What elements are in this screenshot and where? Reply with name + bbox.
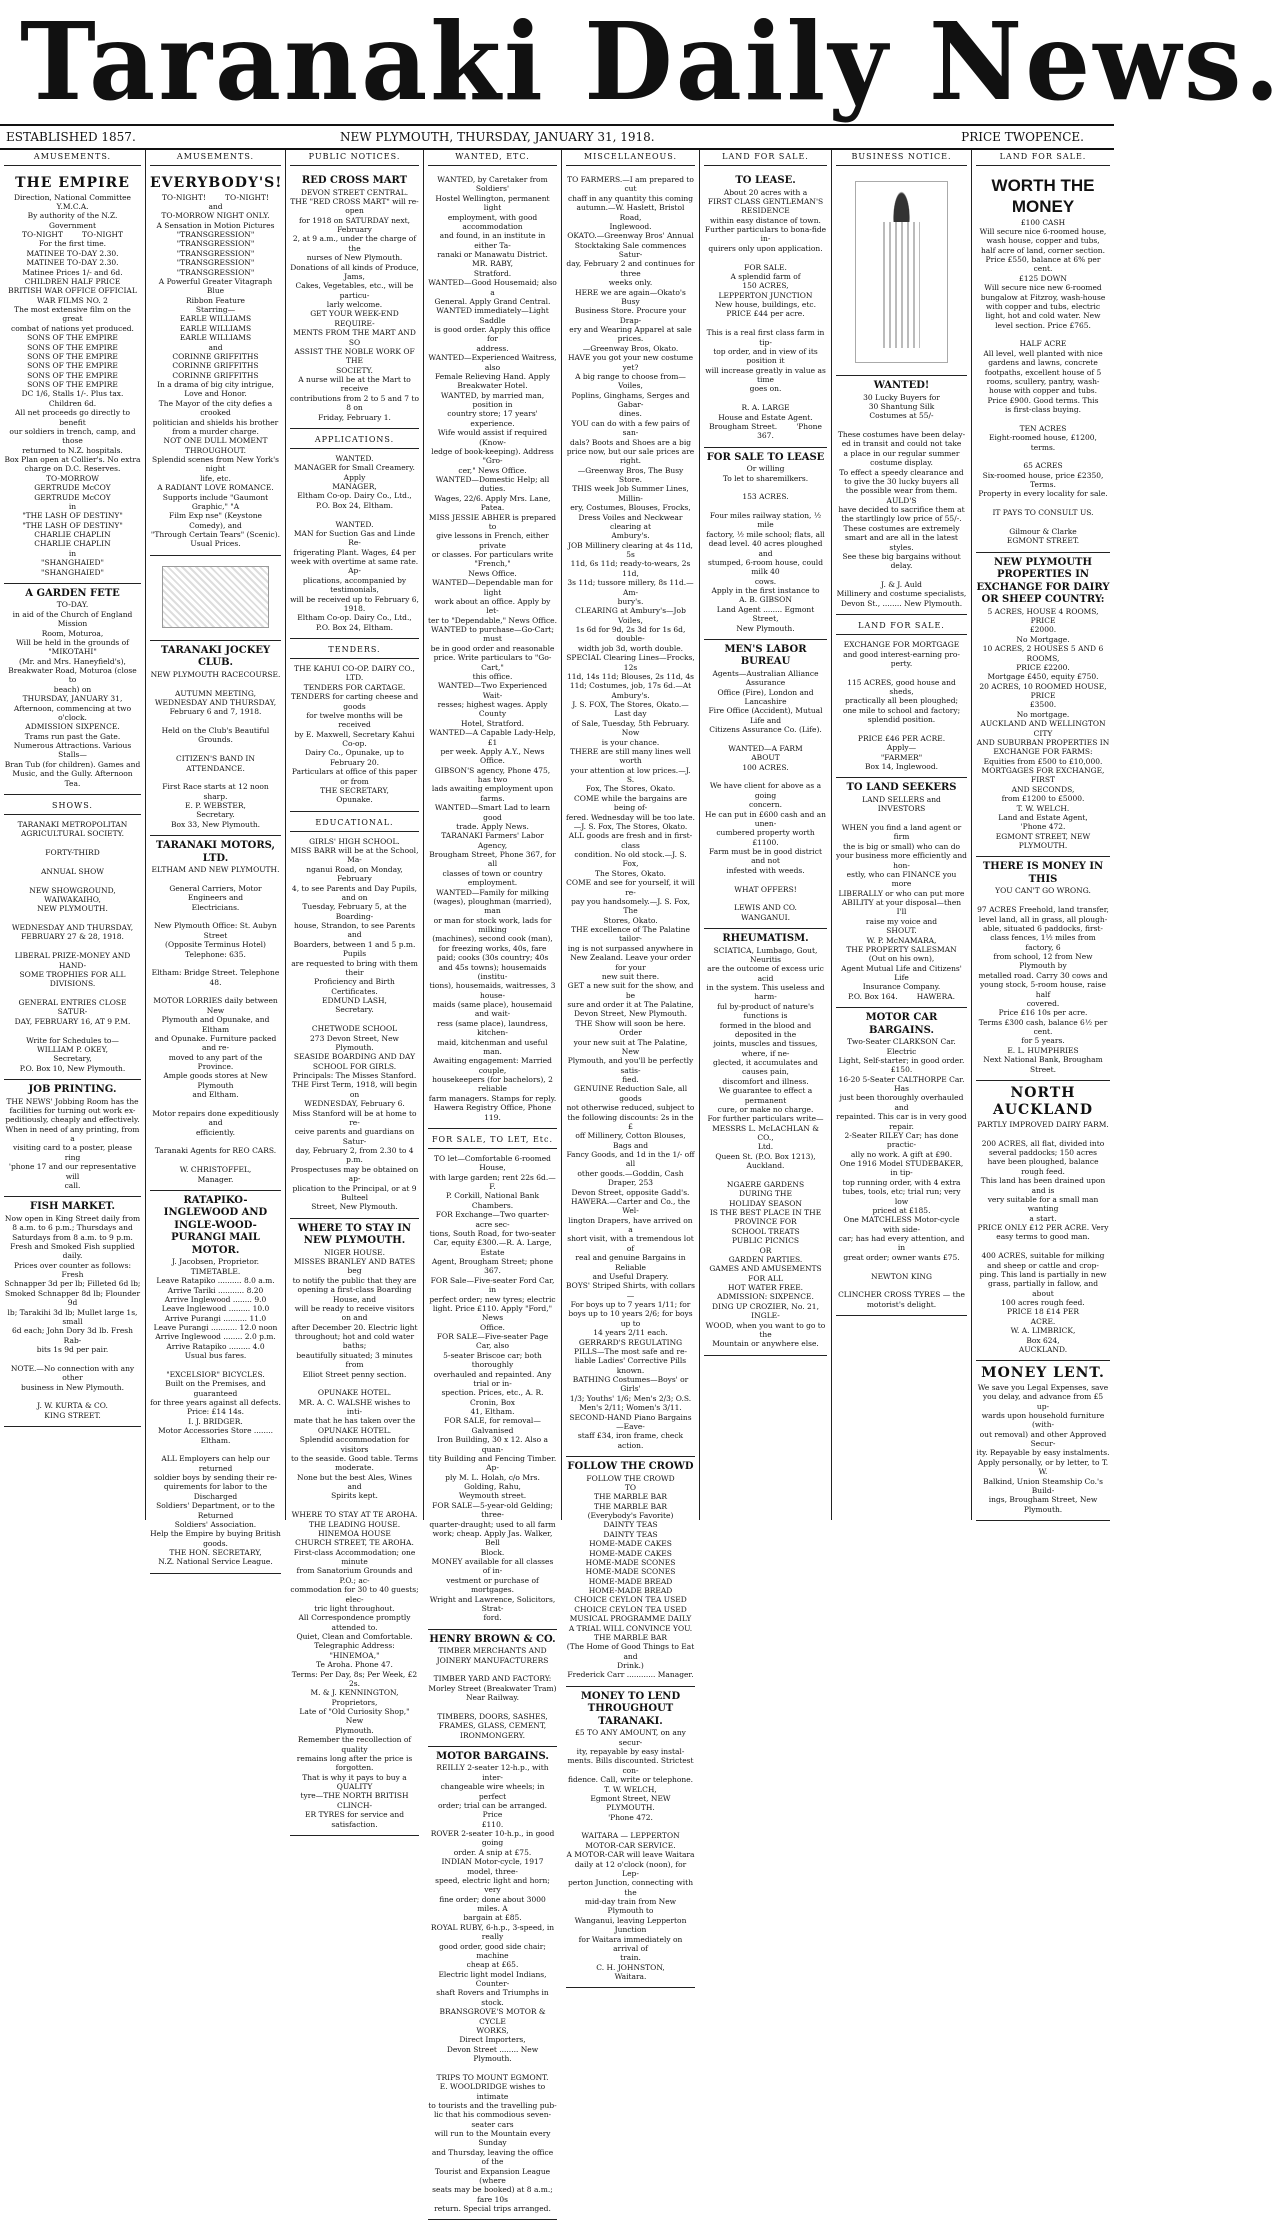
advertisement-body: About 20 acres with a FIRST CLASS GENTLEMAN'S RESIDENCE within easy distance of town. Further particulars to bona-fide in- quirers only upon application. FOR SALE. A splendid farm of 150 ACRES, LEPPERTON JUNCTION New house, buildings, etc. PRICE £44 per acre. This is a real first class farm in tip- top order, and in view of its position it will increase greatly in value as time goes on. R. A. LARGE House and Estate Agent. Brougham Street. 'Phone 367. (704, 187, 827, 441)
advertisement-title: TENDERS. (290, 643, 419, 659)
advertisement (4, 171, 141, 584)
advertisement (976, 1081, 1110, 1361)
advertisement-body: TO FARMERS.—I am prepared to cut chaff in any quantity this coming autumn.—W. Haslett, Bristol Road, Inglewood. OKATO.—Greenway Bros' Annual Stocktaking Sale commences Satur- day, February 2 and continues for three weeks only. HERE we are again—Okato's Busy Business Store. Procure your Drap- ery and Wearing Apparel at sale prices. —Greenway Bros, Okato. HAVE you got your new costume yet? A big range to choose from—Voiles, Poplins, Ginghams, Serges and Gabar- dines. YOU can do with a few pairs of san- dals? Boots and Shoes are a big price now, but our sale prices are right. —Greenway Bros, The Busy Store. THIS week Job Summer Lines, Millin- ery, Costumes, Blouses, Frocks, Dress Voiles and Neckwear clearing at Ambury's. JOB Millinery clearing at 4s 11d, 5s 11d, 6s 11d; ready-to-wears, 2s 11d, 3s 11d; tussore millery, 8s 11d.—Am- bury's. CLEARING at Ambury's—Job Voiles, 1s 6d for 9d, 2s 3d for 1s 6d, double- width job 3d, worth double. SPECIAL Clearing Lines—Frocks, 12s 11d, 14s 11d; Blouses, 2s 11d, 4s 11d; Costumes, job, 17s 6d.—At Ambury's. J. S. FOX, The Stores, Okato.—Last day of Sale, Tuesday, 5th February. Now is your chance. THERE are still many lines well worth your attention at low prices.—J. S. Fox, The Stores, Okato. COME while the bargains are being of- fered. Wednesday will be too late. —J. S. Fox, The Stores, Okato. ALL goods are fresh and in first-class condition. No old stock.—J. S. Fox, The Stores, Okato. COME and see for yourself, it will re- pay you handsomely.—J. S. Fox, The Stores, Okato. THE excellence of The Palatine tailor- ing is not surpassed anywhere in New Zealand. Leave your order for your new suit there. GET a new suit for the show, and be sure and order it at The Palatine, Devon Street, New Plymouth. THE Show will soon be here. Order your new suit at The Palatine, New Plymouth, and you'll be perfectly satis- fied. GENUINE Reduction Sale, all goods not otherwise reduced, subject to the following discounts: 2s in the £ off Millinery, Cotton Blouses, Bags and Fancy Goods, and 1d in the 1/- off all other goods.—Goddin, Cash Draper, 253 Devon Street, opposite Gadd's. HAWERA.—Carter and Co., the Wel- lington Drapers, have arrived on a short visit, with a tremendous lot of real and genuine Bargains in Reliable and Useful Drapery. BOYS' Striped Shirts, with collars— For boys up to 7 years 1/11; for boys up to 10 years 2/6; for boys up to 14 years 2/11 each. GERRARD'S REGULATING PILLS—The most safe and re- liable Ladies' Corrective Pills known. BATHING Costumes—Boys' or Girls' 1/3; Youths' 1/6; Men's 2/3; O.S. Men's 2/11; Women's 3/11. SECOND-HAND Piano Bargains—Eave- staff £34, iron frame, check action. (566, 175, 695, 1450)
advertisement-title: FOR SALE, TO LET, Etc. (428, 1133, 557, 1149)
advertisement-title: MONEY TO LEND THROUGHOUT TARANAKI. (580, 1690, 681, 1727)
advertisement (704, 171, 827, 448)
advertisement-title: MEN'S LABOR BUREAU (724, 643, 807, 668)
column-heading: AMUSEMENTS. (4, 150, 141, 166)
advertisement-title: WHERE TO STAY IN NEW PLYMOUTH. (297, 1222, 412, 1247)
advertisement (150, 171, 281, 556)
advertisement-title: EVERYBODY'S! (150, 175, 283, 191)
advertisement-body: Or willing To let to sharemilkers. 153 ACRES. Four miles railway station, ½ mile factory, ½ mile school; flats, all dead level. 40 acres ploughed and stumped, 6-room house, could milk 40 cows. Apply in the first instance to A. B. GIBSON Land Agent ........ Egmont Street, New Plymouth. (706, 464, 825, 633)
column-6 (700, 150, 832, 1520)
advertisement (976, 1361, 1110, 1521)
column-3 (286, 150, 424, 1829)
advertisement-body: Direction, National Committee Y.M.C.A. By authority of the N.Z. Government TO-NIGHT TO-NIGHT For the first time. MATINEE TO-DAY 2.30. MATINEE TO-DAY 2.30. Matinee Prices 1/- and 6d. CHILDREN HALF PRICE BRITISH WAR OFFICE OFFICIAL WAR FILMS NO. 2 The most extensive film on the great combat of nations yet produced. SONS OF THE EMPIRE SONS OF THE EMPIRE SONS OF THE EMPIRE SONS OF THE EMPIRE SONS OF THE EMPIRE SONS OF THE EMPIRE DC 1/6, Stalls 1/-. Plus tax. Children 6d. All net proceeds go directly to benefit our soldiers in trench, camp, and those returned to N.Z. hospitals. Box Plan open at Collier's. No extra charge on D.C. Reserves. TO-MORROW GERTRUDE McCOY GERTRUDE McCOY in "THE LASH OF DESTINY" "THE LASH OF DESTINY" CHARLIE CHAPLIN CHARLIE CHAPLIN in "SHANGHAIED" "SHANGHAIED" (4, 192, 141, 577)
advertisement-body: TARANAKI METROPOLITAN AGRICULTURAL SOCIETY. FORTY-THIRD ANNUAL SHOW NEW SHOWGROUND, WAIWAKAIHO, NEW PLYMOUTH. WEDNESDAY AND THURSDAY, FEBRUARY 27 & 28, 1918. LIBERAL PRIZE-MONEY AND HAND- SOME TROPHIES FOR ALL DIVISIONS. GENERAL ENTRIES CLOSE SATUR- DAY, FEBRUARY 16, AT 9 P.M. Write for Schedules to— WILLIAM P. OKEY, Secretary, P.O. Box 10, New Plymouth. (11, 819, 134, 1073)
advertisement-title: FOR SALE TO LEASE (706, 451, 825, 463)
column-heading: BUSINESS NOTICE. (836, 150, 967, 166)
advertisement-title: TO LEASE. (735, 175, 796, 186)
advertisement-body: 5 ACRES, HOUSE 4 ROOMS, PRICE £2000. No Mortgage. 10 ACRES, 2 HOUSES 5 AND 6 ROOMS, PRICE £2200. Mortgage £450, equity £750. 20 ACRES, 10 ROOMED HOUSE, PRICE £3500. No mortgage. AUCKLAND AND WELLINGTON CITY AND SUBURBAN PROPERTIES IN EXCHANGE FOR FARMS: Equities from £500 to £10,000. MORTGAGES FOR EXCHANGE, FIRST AND SECONDS, from £1200 to £5000. T. W. WELCH. Land and Estate Agent, 'Phone 472. EGMONT STREET, NEW PLYMOUTH. (976, 606, 1110, 850)
column-4 (424, 150, 562, 2213)
advertisement (290, 639, 419, 812)
advertisement (290, 171, 419, 429)
advertisement (704, 929, 827, 1356)
advertisement (150, 556, 281, 641)
advertisement-title: TARANAKI MOTORS, LTD. (155, 840, 276, 864)
advertisement (428, 1129, 557, 1630)
advertisement-title: NORTH AUCKLAND (992, 1084, 1094, 1119)
advertisement-body: YOU CAN'T GO WRONG. 97 ACRES Freehold, land transfer, level land, all in grass, all plough- able, situated 6 paddocks, first- class fences, 1½ miles from factory, 6 from school, 12 from New Plymouth by metalled road. Carry 30 cows and young stock, 5-room house, raise half covered. Price £16 10s per acre. Terms £300 cash, balance 6½ per cent. for 5 years. E. L. HUMPHRIES Next National Bank, Brougham Street. (977, 886, 1109, 1074)
advertisement-title: MOTOR CAR BARGAINS. (865, 1012, 938, 1036)
advertisement-body: DEVON STREET CENTRAL. THE "RED CROSS MART" will re-open for 1918 on SATURDAY next, February 2, at 9 a.m., under the charge of the nurses of New Plymouth. Donations of all kinds of Produce, Jams, Cakes, Vegetables, etc., will be particu- larly welcome. GET YOUR WEEK-END REQUIRE- MENTS FROM THE MART AND SO ASSIST THE NOBLE WORK OF THE SOCIETY. A nurse will be at the Mart to receive contributions from 2 to 5 and 7 to 8 on Friday, February 1. (290, 187, 419, 422)
advertisement-title: FISH MARKET. (29, 1201, 115, 1213)
price-label: PRICE TWOPENCE. (961, 130, 1084, 144)
advertisement (836, 1008, 967, 1316)
advertisement-title: THERE IS MONEY IN THIS (982, 861, 1104, 885)
advertisement-title: EDUCATIONAL. (290, 816, 419, 832)
advertisement (566, 1687, 695, 1989)
issue-date: NEW PLYMOUTH, THURSDAY, JANUARY 31, 1918. (340, 130, 655, 144)
advertisement (836, 778, 967, 1008)
column-heading: AMUSEMENTS. (150, 150, 281, 166)
column-1 (0, 150, 146, 1520)
advertisement-title: HENRY BROWN & CO. (429, 1633, 556, 1645)
advertisement-title: LAND FOR SALE. (836, 619, 967, 635)
advertisement-title: TARANAKI JOCKEY CLUB. (160, 644, 271, 669)
advertisement-title: SHOWS. (4, 799, 141, 815)
advertisement (836, 615, 967, 778)
advertisement-title: TO LAND SEEKERS (846, 782, 957, 794)
advertisement-body: SCIATICA, Lumbago, Gout, Neuritis are the outcome of excess uric acid in the system. This useless and harm- ful by-product of nature's functions is formed in the blood and deposited in the joints, muscles and tissues, where, if ne- glected, it accumulates and causes pain, discomfort and illness. We guarantee to effect a permanent cure, or make no charge. For further particulars write— MESSRS L. McLACHLAN & CO., Ltd. Queen St. (P.O. Box 1213), Auckland. NGAERE GARDENS DURING THE HOLIDAY SEASON IS THE BEST PLACE IN THE PROVINCE FOR SCHOOL TREATS PUBLIC PICNICS OR GARDEN PARTIES. GAMES AND AMUSEMENTS FOR ALL HOT WATER FREE. ADMISSION: SIXPENCE. DING UP CROZIER, No. 21, INGLE- WOOD, when you want to go to the Mountain or anywhere else. (705, 945, 826, 1349)
advertisement-body: Now open in King Street daily from 8 a.m. to 6 p.m.; Thursdays and Saturdays from 8 a.m. to 9 p.m. Fresh and Smoked Fish supplied daily. Prices over counter as follows: Fresh Schnapper 3d per lb; Filleted 6d lb; Smoked Schnapper 8d lb; Flounder 9d lb; Tarakihi 3d lb; Mullet large 1s, small 6d each; John Dory 3d lb. Fresh Rab- bits 1s 9d per pair. NOTE.—No connection with any other business in New Plymouth. J. W. KURTA & CO. KING STREET. (4, 1213, 141, 1420)
advertisement-body: PARTLY IMPROVED DAIRY FARM. 200 ACRES, all flat, divided into several paddocks; 150 acres have been ploughed, balance rough feed. This land has been drained upon and is very suitable for a small man wanting a start. PRICE ONLY £12 PER ACRE. Very easy terms to good man. 400 ACRES, suitable for milking and sheep or cattle and crop- ping. This land is partially in new grass, partially in fallow, and about 100 acres rough feed. PRICE 18 £14 PER ACRE. W. A. LIMBRICK, Box 624, AUCKLAND. (977, 1119, 1109, 1354)
advertisement-body: GIRLS' HIGH SCHOOL. MISS BARR will be at the School, Ma- nganui Road, on Monday, February 4, to see Parents and Day Pupils, and on Tuesday, February 5, at the Boarding- house, Strandon, to see Parents and Boarders, between 1 and 5 p.m. Pupils are requested to bring with them their Proficiency and Birth Certificates. EDMUND LASH, Secretary. CHETWODE SCHOOL 273 Devon Street, New Plymouth. SEASIDE BOARDING AND DAY SCHOOL FOR GIRLS. Principals: The Misses Stanford. THE First Term, 1918, will begin on WEDNESDAY, February 6. Miss Stanford will be at home to re- ceive parents and guardians on Satur- day, February 2, from 2.30 to 4 p.m. Prospectuses may be obtained on ap- plication to the Principal, or at 9 Bulteel Street, New Plymouth. (290, 836, 419, 1212)
advertisement (976, 171, 1110, 553)
advertisement-body: WANTED. MANAGER for Small Creamery. Apply MANAGER, Eltham Co-op. Dairy Co., Ltd., P.O. Box 24, Eltham. WANTED. MAN for Suction Gas and Linde Re- frigerating Plant. Wages, £4 per week with overtime at same rate. Ap- plications, accompanied by testimonials, will be received up to February 6, 1918. Eltham Co-op. Dairy Co., Ltd., P.O. Box 24, Eltham. (290, 453, 419, 632)
column-heading: MISCELLANEOUS. (566, 150, 695, 166)
advertisement (150, 836, 281, 1191)
advertisement (150, 1191, 281, 1574)
advertisement-body: Agents—Australian Alliance Assurance Office (Fire), London and Lancashire Fire Office (Accident), Mutual Life and Citizens Assurance Co. (Life). WANTED—A FARM ABOUT 100 ACRES. We have client for above as a going concern. He can put in £600 cash and an unen- cumbered property worth £1100. Farm must be in good district and not infested with weeds. WHAT OFFERS! LEWIS AND CO. WANGANUI. (705, 668, 826, 922)
advertisement-title: MOTOR BARGAINS. (436, 1750, 549, 1762)
advertisement (428, 1747, 557, 2220)
advertisement-title: THE EMPIRE (15, 175, 130, 191)
column-heading: LAND FOR SALE. (976, 150, 1110, 166)
advertisement-title: WANTED! (873, 380, 930, 391)
advertisement (836, 376, 967, 615)
masthead (0, 0, 1283, 125)
column-7 (832, 150, 972, 1520)
advertisement (976, 857, 1110, 1081)
advertisement-body: TO-DAY. in aid of the Church of England Mission Room, Moturoa, Will be held in the grounds of "MIKOTAHI" (Mr. and Mrs. Haneyfield's), Breakwater Road, Moturoa (close to beach) on THURSDAY, JANUARY 31, Afternoon, commencing at two o'clock. ADMISSION SIXPENCE. Trams run past the Gate. Numerous Attractions. Various Stalls— Bran Tub (for children). Games and Music, and the Gully. Afternoon Tea. (4, 600, 141, 788)
column-8 (972, 150, 1114, 1520)
advertisement-body: EXCHANGE FOR MORTGAGE and good interest-earning pro- perty. 115 ACRES, good house and sheds, practically all been ploughed; one mile to school and factory; splendid position. PRICE £46 PER ACRE. Apply— "FARMER" Box 14, Inglewood. (842, 640, 961, 771)
advertisement-title: JOB PRINTING. (28, 1084, 117, 1095)
advertisement-body: THE KAHUI CO-OP. DAIRY CO., LTD. TENDERS FOR CARTAGE. TENDERS for carting cheese and goods for twelve months will be received by E. Maxwell, Secretary Kahui Co-op. Dairy Co., Opunake, up to February 20. Particulars at office of this paper or from THE SECRETARY, Opunake. (290, 664, 419, 805)
advertisement-body: LAND SELLERS and INVESTORS WHEN you find a land agent or firm the is big or small) who can do your business more efficiently and hon- estly, who can FINANCE you more LIBERALLY or who can put more ABILITY at your disposal—then I'll raise my voice and SHOUT. W. P. McNAMARA, THE PROPERTY SALESMAN (Out on his own), Agent Mutual Life and Citizens' Life Insurance Company. P.O. Box 164. HAWERA. (836, 794, 967, 1001)
advertisement (290, 812, 419, 1219)
column-heading: LAND FOR SALE. (704, 150, 827, 166)
advertisement (428, 1630, 557, 1747)
advertisement-body: TO-NIGHT! TO-NIGHT! and TO-MORROW NIGHT ONLY. A Sensation in Motion Pictures "TRANSGRESSION" "TRANSGRESSION" "TRANSGRESSION" "TRANSGRESSION" "TRANSGRESSION" A Powerful Greater Vitagraph Blue Ribbon Feature Starring— EARLE WILLIAMS EARLE WILLIAMS EARLE WILLIAMS and CORINNE GRIFFITHS CORINNE GRIFFITHS CORINNE GRIFFITHS In a drama of big city intrigue, Love and Honor. The Mayor of the city defies a crooked politician and shields his brother from a murder charge. NOT ONE DULL MOMENT THROUGHOUT. Splendid scenes from New York's night life, etc. A RADIANT LOVE ROMANCE. Supports include "Gaumont Graphic," "A Film Exp nse" (Keystone Comedy), and "Through Certain Tears" (Scenic). Usual Prices. (150, 192, 281, 549)
advertisement-body: TIMBER MERCHANTS AND JOINERY MANUFACTURERS TIMBER YARD AND FACTORY: Morley Street (Breakwater Tram) Near Railway. TIMBERS, DOORS, SASHES, FRAMES, GLASS, CEMENT, IRONMONGERY. (428, 1646, 557, 1740)
advertisement-title: APPLICATIONS. (290, 433, 419, 449)
column-2 (146, 150, 286, 1567)
column-heading: WANTED, ETC. (428, 150, 557, 166)
advertisement-title: RHEUMATISM. (722, 933, 809, 944)
newspaper-title: Taranaki Daily News. (20, 0, 1283, 125)
advertisement-body: £100 CASH Will secure nice 6-roomed house, wash house, copper and tubs, half acre of land, corner section. Price £550, balance at 6% per cent. £125 DOWN Will secure nice new 6-roomed bungalow at Fitzroy, wash-house with copper and tubs, electric light, hot and cold water. New level section. Price £765. HALF ACRE All level, well planted with nice gardens and lawns, concrete footpaths, excellent house of 5 rooms, scullery, pantry, wash- house with copper and tubs. Price £900. Good terms. This is first-class buying. TEN ACRES Eight-roomed house, £1200, terms. 65 ACRES Six-roomed house, price £2350, Terms. Property in every locality for sale. IT PAYS TO CONSULT US. Gilmour & Clarke EGMONT STREET. (978, 217, 1108, 546)
advertisement (704, 640, 827, 929)
advertisement (290, 1219, 419, 1836)
advertisement-body: 30 Lucky Buyers for 30 Shantung Silk Costumes at 55/- These costumes have been delay- ed in transit and could not take a place in our regular summer costume display. To effect a speedy clearance and to give the 30 lucky buyers all the possible wear from them. AULD'S have decided to sacrifice them at the startlingly low price of 55/-. These costumes are extremely smart and are all in the latest styles. See these big bargains without delay. J. & J. Auld Millinery and costume specialists, Devon St., ........ New Plymouth. (836, 392, 967, 608)
advertisement-title: NEW PLYMOUTH PROPERTIES IN EXCHANGE FOR DAIRY OR SHEEP COUNTRY: (976, 556, 1110, 606)
dateline (0, 124, 1114, 150)
advertisement (4, 584, 141, 795)
advertisement (428, 171, 557, 1129)
lady-costume-illustration (855, 181, 949, 363)
advertisement-title: FOLLOW THE CROWD (567, 1461, 694, 1472)
advertisement-body: NEW PLYMOUTH RACECOURSE. AUTUMN MEETING, WEDNESDAY AND THURSDAY, February 6 and 7, 1918. Held on the Club's Beautiful Grounds. CITIZEN'S BAND IN ATTENDANCE. First Race starts at 12 noon sharp. E. P. WEBSTER, Secretary. Box 33, New Plymouth. (150, 669, 281, 829)
advertisement (4, 795, 141, 1080)
advertisement (836, 171, 967, 376)
advertisement-title: RED CROSS MART (301, 175, 408, 186)
advertisement-body: £5 TO ANY AMOUNT, on any secur- ity, repayable by easy instal- ments. Bills discounted. Strictest con- fidence. Call, write or telephone. T. W. WELCH, Egmont Street, NEW PLYMOUTH. 'Phone 472. WAITARA — LEPPERTON MOTOR-CAR SERVICE. A MOTOR-CAR will leave Waitara daily at 12 o'clock (noon), for Lep- perton Junction, connecting with the mid-day train from New Plymouth to Wanganui, leaving Lepperton Junction for Waitara immediately on arrival of train. C. H. JOHNSTON, Waitara. (566, 1728, 695, 1981)
advertisement (704, 448, 827, 640)
advertisement-body: J. Jacobsen, Proprietor. TIMETABLE. Leave Ratapiko .......... 8.0 a.m. Arrive Tariki ........... 8.20 Arrive Inglewood ........ 9.0 Leave Inglewood ......... 10.0 Arrive Purangi .......... 11.0 Leave Purangi ........... 12.0 noon Arrive Inglewood ........ 2.0 p.m. Arrive Ratapiko ......... 4.0 Usual bus fares. "EXCELSIOR" BICYCLES. Built on the Premises, and guaranteed for three years against all defects. Price: £14 14s. I. J. BRIDGER. Motor Accessories Store ........ Eltham. ALL Employers can help our returned soldier boys by sending their re- quirements for labor to the Discharged Soldiers' Department, or to the Returned Soldiers' Association. Help the Empire by buying British goods. THE HON. SECRETARY, N.Z. National Service League. (150, 1257, 281, 1567)
established-label: ESTABLISHED 1857. (6, 130, 136, 144)
advertisement-title: WORTH THE MONEY (991, 176, 1095, 217)
advertisement-body: REILLY 2-seater 12-h.p., with inter- changeable wire wheels; in perfect order; trial can be arranged. Price £110. ROVER 2-seater 10-h.p., in good going order. A snip at £75. INDIAN Motor-cycle, 1917 model, three- speed, electric light and horn; very fine order; done about 3000 miles. A bargain at £85. ROYAL RUBY, 6-h.p., 3-speed, in really good order, good side chair; machine cheap at £65. Electric light model Indians, Counter- shaft Rovers and Triumphs in stock. BRANSGROVE'S MOTOR & CYCLE WORKS, Direct Importers, Devon Street ........ New Plymouth. TRIPS TO MOUNT EGMONT. E. WOOLDRIDGE wishes to intimate to tourists and the travelling pub- lic that his commodious seven-seater cars will run to the Mountain every Sunday and Thursday, leaving the office of the Tourist and Expansion League (where seats may be booked) at 8 a.m.; fare 10s return. Special trips arranged. (428, 1763, 557, 2213)
advertisement (290, 429, 419, 639)
advertisement (150, 641, 281, 836)
advertisement (4, 1080, 141, 1197)
advertisement-body: WANTED, by Caretaker from Soldiers' Hostel Wellington, permanent light employment, with good accommodation and found, in an institute in either Ta- ranaki or Manawatu District. MR. RABY, Stratford. WANTED—Good Housemaid; also a General. Apply Grand Central. WANTED immediately—Light Saddle is good order. Apply this office for address. WANTED—Experienced Waitress, also Female Relieving Hand. Apply Breakwater Hotel. WANTED, by married man, position in country store; 17 years' experience. Wife would assist if required (Know- ledge of book-keeping). Address "Gro- cer," News Office. WANTED—Domestic Help; all duties. Wages, 22/6. Apply Mrs. Lane, Patea. MISS JESSIE ABHER is prepared to give lessons in French, either private or classes. For particulars write "French," News Office. WANTED—Dependable man for light work about an office. Apply by let- ter to "Dependable," News Office. WANTED to purchase—Go-Cart; must be in good order and reasonable price. Write particulars to "Go-Cart," this office. WANTED—Two Experienced Wait- resses; highest wages. Apply County Hotel, Stratford. WANTED—A Capable Lady-Help, £1 per week. Apply A.Y., News Office. GIBSON'S agency, Phone 475, has two lads awaiting employment upon farms. WANTED—Smart Lad to learn good trade. Apply News. TARANAKI Farmers' Labor Agency, Brougham Street, Phone 367, for all classes of town or country employment. WANTED—Family for milking (wages), ploughman (married), man or man for stock work, lads for milking (machines), second cook (man), for freezing works, 40s, fare paid; cooks (30s country; 40s and 45s towns); housemaids (institu- tions), housemaids, waitresses, 3 house- maids (same place), housemaid and wait- ress (same place), laundress, kitchen- maid, kitchenman and useful man. Awaiting engagement: Married couple, housekeepers (for bachelors), 2 reliable farm managers. Stamps for reply. Hawera Registry Office, Phone 119. (428, 175, 557, 1122)
advertisement-body: FOLLOW THE CROWD TO THE MARBLE BAR THE MARBLE BAR (Everybody's Favorite) DAINTY TEAS DAINTY TEAS HOME-MADE CAKES HOME-MADE CAKES HOME-MADE SCONES HOME-MADE SCONES HOME-MADE BREAD HOME-MADE BREAD CHOICE CEYLON TEA USED CHOICE CEYLON TEA USED MUSICAL PROGRAMME DAILY A TRIAL WILL CONVINCE YOU. THE MARBLE BAR (The Home of Good Things to Eat and Drink.) Frederick Carr ............ Manager. (566, 1473, 695, 1680)
horse-racing-illustration (162, 566, 269, 628)
advertisement (4, 1197, 141, 1427)
advertisement-title: RATAPIKO-INGLEWOOD AND INGLE-WOOD-PURANGI MAIL MOTOR. (163, 1194, 268, 1256)
advertisement-title: MONEY LENT. (981, 1365, 1105, 1382)
advertisement-body: ELTHAM AND NEW PLYMOUTH. General Carriers, Motor Engineers and Electricians. New Plymouth Office: St. Aubyn Street (Opposite Terminus Hotel) Telephone: 635. Eltham: Bridge Street. Telephone 48. MOTOR LORRIES daily between New Plymouth and Opunake, and Eltham and Opunake. Furniture packed and re- moved to any part of the Province. Ample goods stores at New Plymouth and Eltham. Motor repairs done expeditiously and efficiently. Taranaki Agents for REO CARS. W. CHRISTOFFEL, Manager. (151, 865, 280, 1184)
advertisement-body: THE NEWS' Jobbing Room has the facilities for turning out work ex- peditiously, cheaply and effectively. When in need of any printing, from a visiting card to a poster, please ring 'phone 17 and our representative will call. (5, 1096, 140, 1190)
advertisement-title: A GARDEN FETE (25, 587, 120, 599)
advertisement (566, 1457, 695, 1687)
advertisement-body: We save you Legal Expenses, save you delay, and advance from £5 up- wards upon household furniture (with- out removal) and other Approved Secur- ity. Repayable by easy instalments. Apply personally, or by letter, to T. W. Balkind, Union Steamship Co.'s Build- ings, Brougham Street, New Plymouth. (976, 1382, 1110, 1514)
advertisement (566, 171, 695, 1457)
column-5 (562, 150, 700, 1981)
advertisement (976, 553, 1110, 858)
advertisement-body: NIGER HOUSE. MISSES BRANLEY AND BATES beg to notify the public that they are opening a first-class Boarding House, and will be ready to receive visitors on and after December 20. Electric light throughout; hot and cold water baths; beautifully situated; 3 minutes from Elliot Street penny section. OPUNAKE HOTEL. MR. A. C. WALSHE wishes to inti- mate that he has taken over the OPUNAKE HOTEL. Splendid accommodation for visitors to the seaside. Good table. Terms moderate. None but the best Ales, Wines and Spirits kept. WHERE TO STAY AT TE AROHA. THE LEADING HOUSE. HINEMOA HOUSE CHURCH STREET, TE AROHA. First-class Accommodation; one minute from Sanatorium Grounds and P.O.; ac- commodation for 30 to 40 guests; elec- tric light throughout. All Correspondence promptly attended to. Quiet, Clean and Comfortable. Telegraphic Address: "HINEMOA," Te Aroha. Phone 47. Terms: Per Day, 8s; Per Week, £2 2s. M. & J. KENNINGTON, Proprietors, Late of "Old Curiosity Shop," New Plymouth. Remember the recollection of quality remains long after the price is forgotten. That is why it pays to buy a QUALITY tyre—THE NORTH BRITISH CLINCH- ER TYRES for service and satisfaction. (290, 1247, 419, 1829)
advertisement-body: Two-Seater CLARKSON Car. Electric Light, Self-starter; in good order. £150. 16-20 5-Seater CALTHORPE Car. Has just been thoroughly overhauled and repainted. This car is in very good repair. 2-Seater RILEY Car; has done practic- ally no work. A gift at £90. One 1916 Model STUDEBAKER, in tip- top running order, with 4 extra tubes, tools, etc; trial run; very low priced at £185. One MATCHLESS Motor-cycle with side- car; has had every attention, and in great order; owner wants £75. NEWTON KING CLINCHER CROSS TYRES — the motorist's delight. (836, 1037, 967, 1309)
advertisement-body: TO let—Comfortable 6-roomed House, with large garden; rent 22s 6d.—F. P. Corkill, National Bank Chambers. FOR Exchange—Two quarter-acre sec- tions, South Road, for two-seater Car, equity £300.—R. A. Large, Estate Agent, Brougham Street; phone 367. FOR Sale—Five-seater Ford Car, in perfect order; new tyres; electric light. Price £110. Apply "Ford," News Office. FOR SALE—Five-seater Page Car, also 5-seater Briscoe car; both thoroughly overhauled and repainted. Any trial or in- spection. Prices, etc., A. R. Cronin, Box 41, Eltham. FOR SALE, for removal—Galvanised Iron Building, 30 x 12. Also a quan- tity Building and Fencing Timber. Ap- ply M. L. Holah, c/o Mrs. Golding, Rahu, Weymouth street. FOR SALE—5-year-old Gelding; three- quarter-draught; used to all farm work; cheap. Apply Jas. Walker, Bell Block. MONEY available for all classes of in- vestment or purchase of mortgages. Wright and Lawrence, Solicitors, Strat- ford. (428, 1153, 557, 1623)
column-heading: PUBLIC NOTICES. (290, 150, 419, 166)
